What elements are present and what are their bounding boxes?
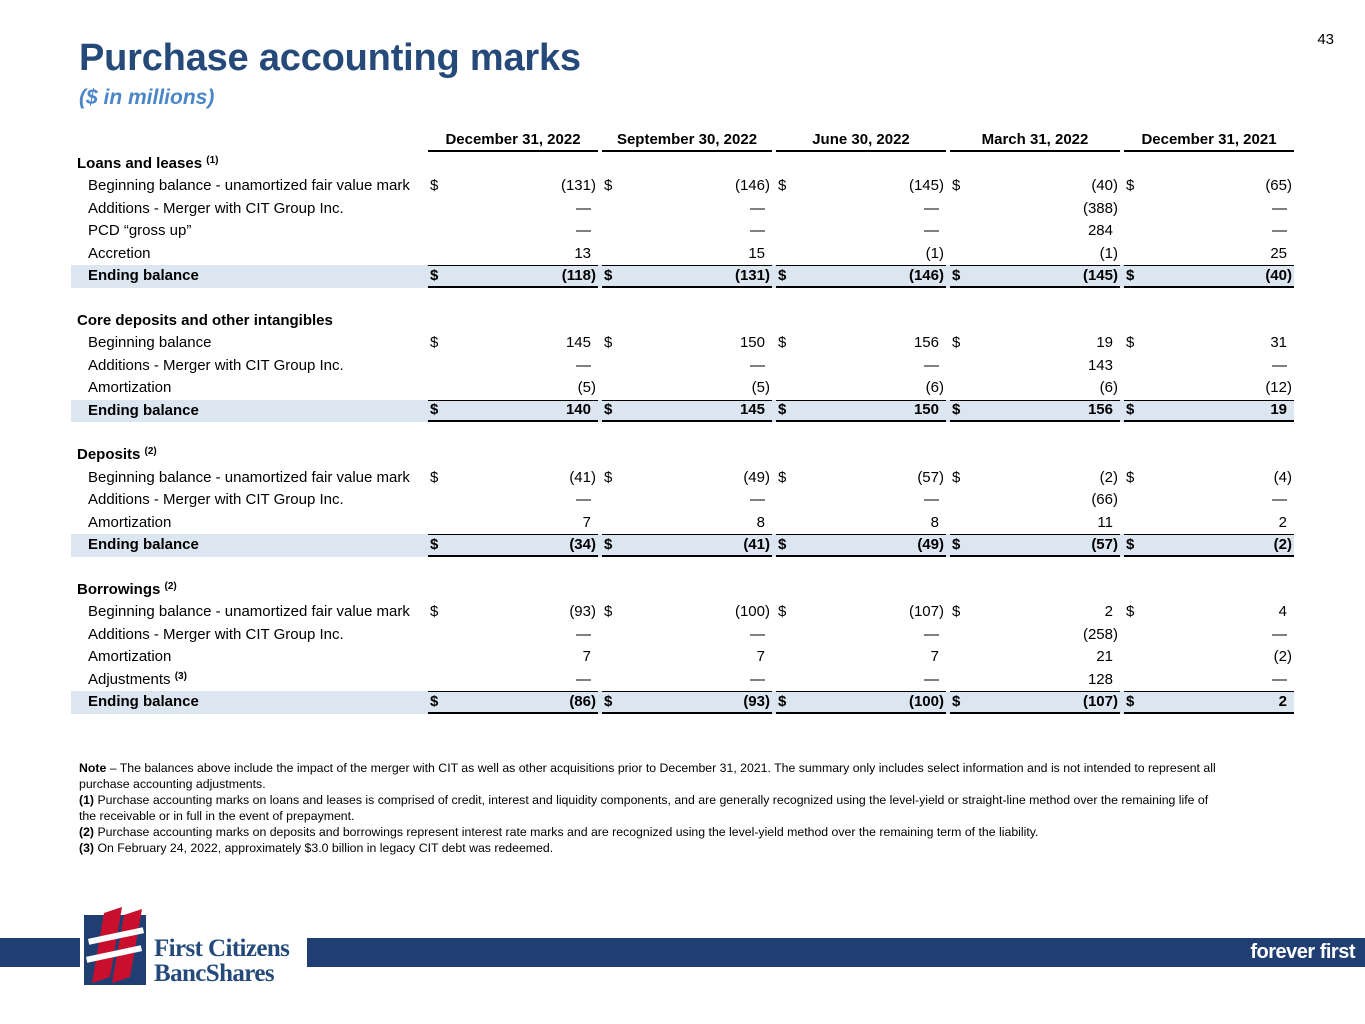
value-cell	[776, 332, 946, 355]
cell-value: (41)	[743, 535, 770, 553]
currency-symbol: $	[1126, 468, 1135, 486]
value-cell	[776, 400, 946, 423]
cell-value: 150	[913, 401, 939, 418]
cell-value: (131)	[560, 177, 596, 194]
value-cell	[950, 355, 1120, 378]
cell-value: (6)	[925, 379, 944, 396]
cell-value: —	[750, 222, 765, 239]
table-row	[71, 377, 1294, 400]
currency-symbol: $	[952, 468, 961, 486]
value-cell	[1124, 355, 1294, 378]
cell-value: 7	[930, 648, 939, 665]
value-cell	[602, 601, 772, 624]
footnote-ref: (3)	[174, 670, 187, 682]
currency-symbol: $	[778, 535, 787, 553]
value-cell	[776, 601, 946, 624]
value-cell	[428, 265, 598, 288]
cell-value: 25	[1270, 244, 1287, 262]
row-label: Additions - Merger with CIT Group Inc.	[88, 625, 344, 643]
cell-value: —	[750, 491, 765, 508]
currency-symbol: $	[604, 266, 613, 284]
cell-value: —	[576, 670, 591, 688]
cell-value: (4)	[1273, 468, 1292, 486]
footnote: (3) On February 24, 2022, approximately $3.0 billion in legacy CIT debt was redeemed.	[79, 841, 554, 855]
value-cell	[428, 220, 598, 243]
page-title: Purchase accounting marks	[79, 37, 581, 79]
table-row	[71, 220, 1294, 243]
cell-value: (40)	[1091, 177, 1118, 194]
cell-value: (40)	[1265, 266, 1292, 284]
row-label: Amortization	[88, 513, 172, 531]
footer-tagline: forever first	[1250, 941, 1355, 963]
cell-value: 2	[1278, 692, 1287, 710]
table-body	[71, 153, 1294, 714]
value-cell	[428, 489, 598, 512]
value-cell	[428, 691, 598, 714]
table-row	[71, 198, 1294, 221]
footnote: Note – The balances above include the impact of the merger with CIT as well as other acquisitions prior to December 31, 2021. The summary only includes select information and is not intended to represent all purchase accounting adjustments.	[79, 761, 1216, 791]
page-subtitle: ($ in millions)	[79, 86, 215, 109]
currency-symbol: $	[1126, 603, 1135, 620]
currency-symbol: $	[1126, 535, 1135, 553]
cell-value: —	[750, 625, 765, 643]
value-cell	[776, 669, 946, 692]
value-cell	[602, 332, 772, 355]
section-title-row	[71, 579, 1294, 602]
footer-band-right	[307, 938, 1365, 967]
value-cell	[776, 489, 946, 512]
cell-value: (2)	[1273, 648, 1292, 665]
value-cell	[602, 243, 772, 266]
value-cell	[602, 355, 772, 378]
currency-symbol: $	[952, 177, 961, 194]
cell-value: —	[576, 356, 591, 374]
cell-value: —	[750, 199, 765, 217]
currency-symbol: $	[778, 603, 787, 620]
row-label: PCD “gross up”	[88, 222, 192, 239]
cell-value: (57)	[917, 468, 944, 486]
row-label: Beginning balance	[88, 334, 212, 351]
cell-value: —	[750, 356, 765, 374]
value-cell	[602, 377, 772, 400]
value-cell	[428, 624, 598, 647]
value-cell	[776, 512, 946, 535]
value-cell	[950, 489, 1120, 512]
currency-symbol: $	[604, 334, 613, 351]
value-cell	[950, 669, 1120, 692]
value-cell	[776, 243, 946, 266]
logo-wordmark	[154, 936, 289, 986]
cell-value: 145	[565, 334, 591, 351]
currency-symbol: $	[952, 334, 961, 351]
value-cell	[602, 646, 772, 669]
table-row	[71, 243, 1294, 266]
row-label: Ending balance	[71, 534, 428, 557]
value-cell	[950, 377, 1120, 400]
cell-value: (100)	[734, 603, 770, 620]
cell-value: 7	[756, 648, 765, 665]
cell-value: (2)	[1099, 468, 1118, 486]
currency-symbol: $	[604, 401, 613, 418]
value-cell	[950, 175, 1120, 198]
cell-value: 13	[574, 244, 591, 262]
value-cell	[1124, 175, 1294, 198]
cell-value: (5)	[577, 379, 596, 396]
cell-value: 19	[1096, 334, 1113, 351]
cell-value: 150	[739, 334, 765, 351]
cell-value: (107)	[1082, 692, 1118, 710]
value-cell	[602, 512, 772, 535]
purchase-accounting-table	[71, 129, 1294, 714]
value-cell	[1124, 332, 1294, 355]
value-cell	[428, 355, 598, 378]
value-cell	[950, 400, 1120, 423]
cell-value: (49)	[743, 468, 770, 486]
footnote-ref: (1)	[206, 154, 219, 166]
first-citizens-logo-icon	[82, 903, 148, 987]
cell-value: —	[576, 222, 591, 239]
cell-value: (388)	[1082, 199, 1118, 217]
value-cell	[1124, 243, 1294, 266]
table-row	[71, 175, 1294, 198]
row-label: Beginning balance - unamortized fair value mark	[88, 177, 410, 194]
value-cell	[428, 646, 598, 669]
cell-value: (93)	[569, 603, 596, 620]
logo-line1: First Citizens	[154, 935, 290, 962]
cell-value: 156	[1087, 401, 1113, 418]
row-label: Ending balance	[71, 691, 428, 714]
row-label: Ending balance	[71, 265, 428, 288]
cell-value: —	[750, 670, 765, 688]
cell-value: 15	[748, 244, 765, 262]
value-cell	[950, 265, 1120, 288]
cell-value: (2)	[1273, 535, 1292, 553]
cell-value: 128	[1087, 670, 1113, 688]
value-cell	[428, 175, 598, 198]
cell-value: —	[924, 491, 939, 508]
value-cell	[1124, 624, 1294, 647]
cell-value: (6)	[1099, 379, 1118, 396]
currency-symbol: $	[430, 334, 439, 351]
currency-symbol: $	[430, 692, 439, 710]
spacer-row	[71, 557, 1294, 579]
cell-value: (118)	[561, 266, 596, 284]
value-cell	[602, 489, 772, 512]
cell-value: (65)	[1265, 177, 1292, 194]
spacer-row	[71, 422, 1294, 444]
cell-value: —	[1272, 491, 1287, 508]
value-cell	[950, 691, 1120, 714]
currency-symbol: $	[778, 692, 787, 710]
value-cell	[1124, 601, 1294, 624]
table-row	[71, 669, 1294, 692]
value-cell	[776, 377, 946, 400]
cell-value: (146)	[734, 177, 770, 194]
currency-symbol: $	[430, 177, 439, 194]
cell-value: 140	[565, 401, 591, 418]
cell-value: 11	[1097, 513, 1113, 531]
cell-value: —	[1272, 222, 1287, 239]
value-cell	[950, 624, 1120, 647]
cell-value: (1)	[1099, 244, 1118, 262]
section-title-row	[71, 310, 1294, 333]
footer-band-left	[0, 938, 80, 967]
currency-symbol: $	[952, 603, 961, 620]
value-cell	[1124, 220, 1294, 243]
footnotes	[79, 760, 1219, 856]
cell-value: 2	[1104, 603, 1113, 620]
row-label: Amortization	[88, 379, 172, 396]
table-row	[71, 355, 1294, 378]
value-cell	[776, 691, 946, 714]
row-label: Additions - Merger with CIT Group Inc.	[88, 491, 344, 508]
cell-value: (131)	[734, 266, 770, 284]
value-cell	[950, 512, 1120, 535]
cell-value: —	[1272, 199, 1287, 217]
value-cell	[1124, 534, 1294, 557]
value-cell	[602, 220, 772, 243]
value-cell	[776, 198, 946, 221]
value-cell	[602, 534, 772, 557]
cell-value: 284	[1087, 222, 1113, 239]
value-cell	[1124, 377, 1294, 400]
footnote-ref: (2)	[144, 446, 157, 457]
cell-value: 19	[1270, 401, 1287, 418]
currency-symbol: $	[778, 401, 787, 418]
cell-value: 8	[756, 513, 765, 531]
section-title: Loans and leases $^{(1)}$	[77, 154, 219, 172]
currency-symbol: $	[952, 692, 961, 710]
header-blank	[71, 129, 428, 153]
cell-value: 31	[1270, 334, 1287, 351]
cell-value: (41)	[569, 468, 596, 486]
value-cell	[428, 198, 598, 221]
currency-symbol: $	[778, 468, 787, 486]
ending-balance-row	[71, 400, 1294, 423]
cell-value: 156	[913, 334, 939, 351]
column-header: December 31, 2022	[428, 129, 598, 153]
cell-value: —	[924, 625, 939, 643]
cell-value: —	[1272, 670, 1287, 688]
cell-value: —	[576, 625, 591, 643]
cell-value: —	[576, 491, 591, 508]
cell-value: (66)	[1091, 491, 1118, 508]
value-cell	[776, 646, 946, 669]
value-cell	[776, 624, 946, 647]
column-header: December 31, 2021	[1124, 129, 1294, 153]
table-row	[71, 467, 1294, 490]
currency-symbol: $	[604, 603, 613, 620]
value-cell	[428, 601, 598, 624]
spacer-row	[71, 288, 1294, 310]
value-cell	[950, 332, 1120, 355]
value-cell	[428, 512, 598, 535]
value-cell	[428, 669, 598, 692]
value-cell	[950, 646, 1120, 669]
cell-value: —	[576, 199, 591, 217]
ending-balance-row	[71, 534, 1294, 557]
currency-symbol: $	[1126, 401, 1135, 418]
ending-balance-row	[71, 691, 1294, 714]
currency-symbol: $	[778, 266, 787, 284]
section-title: Deposits $^{(2)}$	[77, 446, 157, 463]
value-cell	[950, 534, 1120, 557]
value-cell	[602, 624, 772, 647]
ending-balance-row	[71, 265, 1294, 288]
section-title: Borrowings $^{(2)}$	[77, 580, 177, 598]
currency-symbol: $	[952, 266, 961, 284]
currency-symbol: $	[778, 334, 787, 351]
cell-value: 145	[739, 401, 765, 418]
table-row	[71, 601, 1294, 624]
footnote: (2) Purchase accounting marks on deposits and borrowings represent interest rate marks and are recognized using the level-yield method over the remaining term of the liability.	[79, 825, 1039, 839]
cell-value: 7	[582, 513, 591, 531]
value-cell	[1124, 646, 1294, 669]
cell-value: (93)	[743, 692, 770, 710]
value-cell	[602, 265, 772, 288]
cell-value: —	[924, 670, 939, 688]
currency-symbol: $	[1126, 692, 1135, 710]
row-label: Amortization	[88, 648, 172, 665]
currency-symbol: $	[1126, 266, 1135, 284]
currency-symbol: $	[430, 603, 439, 620]
cell-value: —	[924, 222, 939, 239]
cell-value: (107)	[908, 603, 944, 620]
cell-value: (146)	[908, 266, 944, 284]
cell-value: 21	[1096, 648, 1113, 665]
table-row	[71, 646, 1294, 669]
row-label: Beginning balance - unamortized fair value mark	[88, 603, 410, 620]
value-cell	[776, 355, 946, 378]
value-cell	[1124, 669, 1294, 692]
currency-symbol: $	[778, 177, 787, 194]
cell-value: (57)	[1091, 535, 1118, 553]
logo-line2: BancShares	[154, 960, 274, 987]
currency-symbol: $	[1126, 334, 1135, 351]
value-cell	[950, 467, 1120, 490]
value-cell	[950, 220, 1120, 243]
value-cell	[776, 467, 946, 490]
table-row	[71, 489, 1294, 512]
value-cell	[950, 601, 1120, 624]
value-cell	[1124, 691, 1294, 714]
column-header: March 31, 2022	[950, 129, 1120, 153]
value-cell	[602, 669, 772, 692]
cell-value: 8	[930, 513, 939, 531]
footnote: (1) Purchase accounting marks on loans and leases is comprised of credit, interest and liquidity components, and are generally recognized using the level-yield or straight-line method over the remaining life of the receivable or in full in the event of prepayment.	[79, 793, 1209, 823]
value-cell	[1124, 512, 1294, 535]
value-cell	[1124, 400, 1294, 423]
currency-symbol: $	[604, 177, 613, 194]
row-label: Beginning balance - unamortized fair value mark	[88, 468, 410, 486]
value-cell	[1124, 489, 1294, 512]
section-title: Core deposits and other intangibles	[77, 311, 333, 329]
section-title-row	[71, 444, 1294, 467]
table-row	[71, 624, 1294, 647]
page-number: 43	[1317, 31, 1334, 48]
currency-symbol: $	[952, 535, 961, 553]
value-cell	[776, 175, 946, 198]
currency-symbol: $	[430, 266, 439, 284]
cell-value: —	[924, 199, 939, 217]
value-cell	[602, 400, 772, 423]
value-cell	[1124, 265, 1294, 288]
value-cell	[776, 534, 946, 557]
currency-symbol: $	[952, 401, 961, 418]
cell-value: 143	[1087, 356, 1113, 374]
cell-value: (1)	[925, 244, 944, 262]
cell-value: (100)	[908, 692, 944, 710]
cell-value: —	[1272, 356, 1287, 374]
cell-value: 2	[1278, 513, 1287, 531]
table-row	[71, 512, 1294, 535]
currency-symbol: $	[604, 535, 613, 553]
value-cell	[602, 691, 772, 714]
value-cell	[428, 467, 598, 490]
value-cell	[602, 198, 772, 221]
value-cell	[950, 243, 1120, 266]
value-cell	[1124, 198, 1294, 221]
table-row	[71, 332, 1294, 355]
row-label: Accretion	[88, 244, 151, 262]
cell-value: (5)	[751, 379, 770, 396]
cell-value: (49)	[917, 535, 944, 553]
value-cell	[602, 467, 772, 490]
currency-symbol: $	[430, 468, 439, 486]
value-cell	[428, 400, 598, 423]
cell-value: 4	[1278, 603, 1287, 620]
cell-value: (258)	[1082, 625, 1118, 643]
value-cell	[428, 534, 598, 557]
row-label: Additions - Merger with CIT Group Inc.	[88, 199, 344, 217]
row-label: Adjustments $^{(3)}$	[88, 670, 187, 688]
column-header: September 30, 2022	[602, 129, 772, 153]
cell-value: (12)	[1265, 379, 1292, 396]
currency-symbol: $	[1126, 177, 1135, 194]
footnote-ref: (2)	[164, 580, 177, 592]
currency-symbol: $	[604, 468, 613, 486]
value-cell	[428, 243, 598, 266]
value-cell	[602, 175, 772, 198]
value-cell	[428, 332, 598, 355]
cell-value: (34)	[569, 535, 596, 553]
row-label: Additions - Merger with CIT Group Inc.	[88, 356, 344, 374]
currency-symbol: $	[604, 692, 613, 710]
cell-value: 7	[582, 648, 591, 665]
cell-value: (145)	[1082, 266, 1118, 284]
cell-value: (86)	[569, 692, 596, 710]
row-label: Ending balance	[71, 400, 428, 423]
value-cell	[776, 220, 946, 243]
value-cell	[1124, 467, 1294, 490]
currency-symbol: $	[430, 401, 439, 418]
value-cell	[776, 265, 946, 288]
cell-value: —	[924, 356, 939, 374]
currency-symbol: $	[430, 535, 439, 553]
value-cell	[428, 377, 598, 400]
section-title-row	[71, 153, 1294, 176]
cell-value: (145)	[908, 177, 944, 194]
value-cell	[950, 198, 1120, 221]
table-header-row	[71, 129, 1294, 153]
cell-value: —	[1272, 625, 1287, 643]
column-header: June 30, 2022	[776, 129, 946, 153]
